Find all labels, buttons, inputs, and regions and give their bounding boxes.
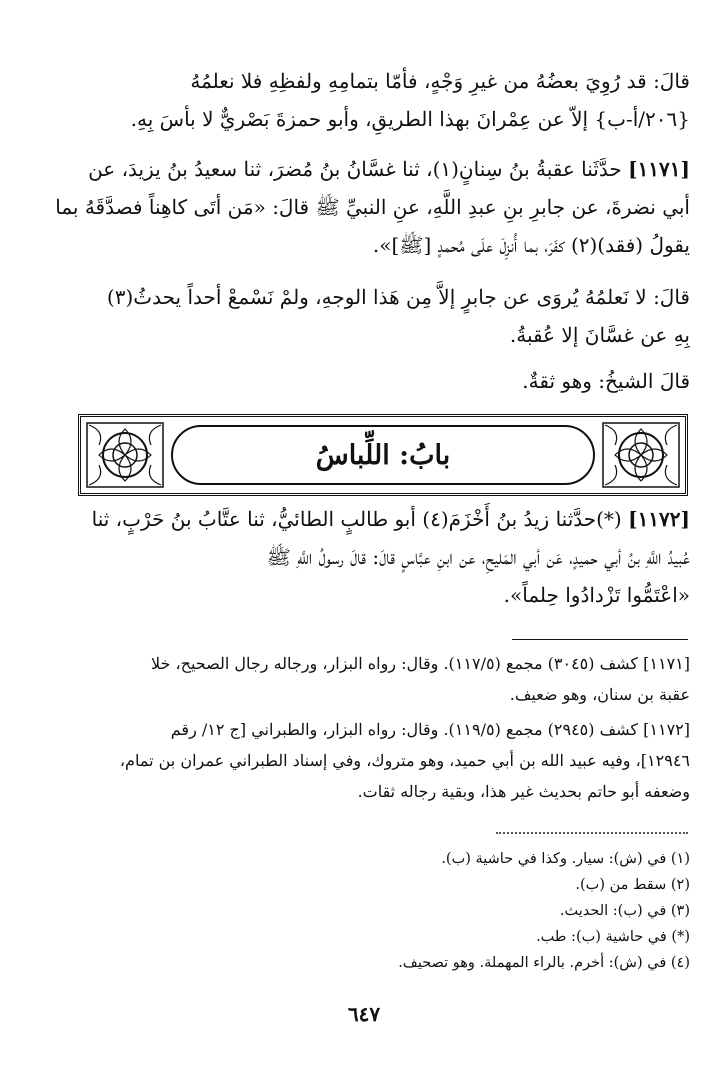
hadith-1172 [36, 500, 690, 614]
text-line: وضعفه أبو حاتم بحديث غير هذا، وبقية رجاله ثقات. [357, 782, 690, 801]
note-1171 [36, 648, 690, 710]
ornament-icon [85, 421, 165, 489]
text-line: عُبيدُ اللَّهِ بنُ أبي حميدٍ، عَن أبي المَليحِ، عن ابنِ عبَّاسٍ قالَ: قالَ رسولُ اللَّهِ ﷺ [266, 545, 690, 569]
footnote: (٤) في (ش): أخرم. بالراء المهملة. وهو تصحيف. [398, 955, 690, 971]
page-number: ٦٤٧ [347, 1002, 381, 1026]
footnote: (*) في حاشية (ب): طب. [536, 929, 690, 945]
text-line: ١٢٩٤٦]، وفيه عبيد الله بن أبي حميد، وهو متروك، وفي إسناد الطبراني عمران بن تمام، [119, 751, 690, 770]
text-line [36, 500, 690, 538]
hadith-text: (*)حدَّثنا زيدُ بنُ أَخْزَمَ(٤) أبو طالبٍ الطائيُّ، ثنا عتَّابُ بنُ حَرْبٍ، ثنا [91, 507, 622, 531]
paragraph-comment [36, 278, 690, 354]
hadith-text: حدَّثَنا عقبةُ بنُ سِنانٍ(١)، ثنا غسَّانُ بنُ مُضرَ، ثنا سعيدُ بنُ يزيدَ، عن [88, 157, 622, 181]
hadith-number: [١١٧١] [628, 157, 690, 181]
footnotes-divider [496, 832, 688, 834]
text-line: [١١٧٢] كشف (٢٩٤٥) مجمع (١١٩/٥). وقال: رواه البزار، والطبراني [ج ١٢/ رقم [170, 720, 690, 739]
text-line: قالَ: لا نَعلمُهُ يُروَى عن جابرٍ إلاَّ مِن هَذا الوجهِ، ولمْ نَسْمعْ أحداً يحدثُ(٣) [106, 285, 690, 309]
text-line: قالَ: قد رُوِيَ بعضُهُ من غيرِ وَجْهٍ، فأمّا بتمامِهِ ولفظِهِ فلا نعلمُهُ [190, 69, 690, 93]
text-line: عقبة بن سنان، وهو ضعيف. [509, 685, 690, 704]
text-line: «اعْتَمُّوا تَزْدادُوا حِلماً». [503, 583, 690, 607]
text-line: [١١٧١] كشف (٣٠٤٥) مجمع (١١٧/٥). وقال: رواه البزار، ورجاله رجال الصحيح، خلا [150, 654, 690, 673]
chapter-banner [78, 414, 688, 496]
text-line: قالَ الشيخُ: وهو ثقةٌ. [522, 369, 690, 393]
paragraph-sheikh [36, 362, 690, 400]
text-line: أبي نضرةَ، عن جابرِ بنِ عبدِ اللَّهِ، عنِ النبيِّ ﷺ قالَ: «مَن أتَى كاهِناً فصدَّقَهُ بما [55, 195, 690, 219]
footnote: (١) في (ش): سيار. وكذا في حاشية (ب). [441, 851, 690, 867]
footnote: (٣) في (ب): الحديث. [559, 903, 690, 919]
footnote: (٢) سقط من (ب). [575, 877, 690, 893]
paragraph-intro [36, 62, 690, 138]
note-1172 [36, 714, 690, 807]
ornament-icon [601, 421, 681, 489]
text-line: يقولُ (فقد)(٢) كفَرَ، بما أُنزِلَ علَى مُحمدٍ [ﷺ]». [372, 233, 690, 257]
text-line: بِهِ عن غسَّانَ إلا عُقبةُ. [509, 323, 690, 347]
footnotes [36, 846, 690, 976]
hadith-1171 [36, 150, 690, 264]
text-line [36, 150, 690, 188]
notes-divider [512, 639, 688, 640]
hadith-number: [١١٧٢] [628, 507, 690, 531]
text-line: {٢٠٦/أ-ب} إلاّ عن عِمْرانَ بهذا الطريقِ، وأبو حمزةَ بَصْريٌّ لا بأسَ بِهِ. [130, 107, 690, 131]
chapter-title: بابُ: اللِّباسُ [171, 425, 595, 485]
